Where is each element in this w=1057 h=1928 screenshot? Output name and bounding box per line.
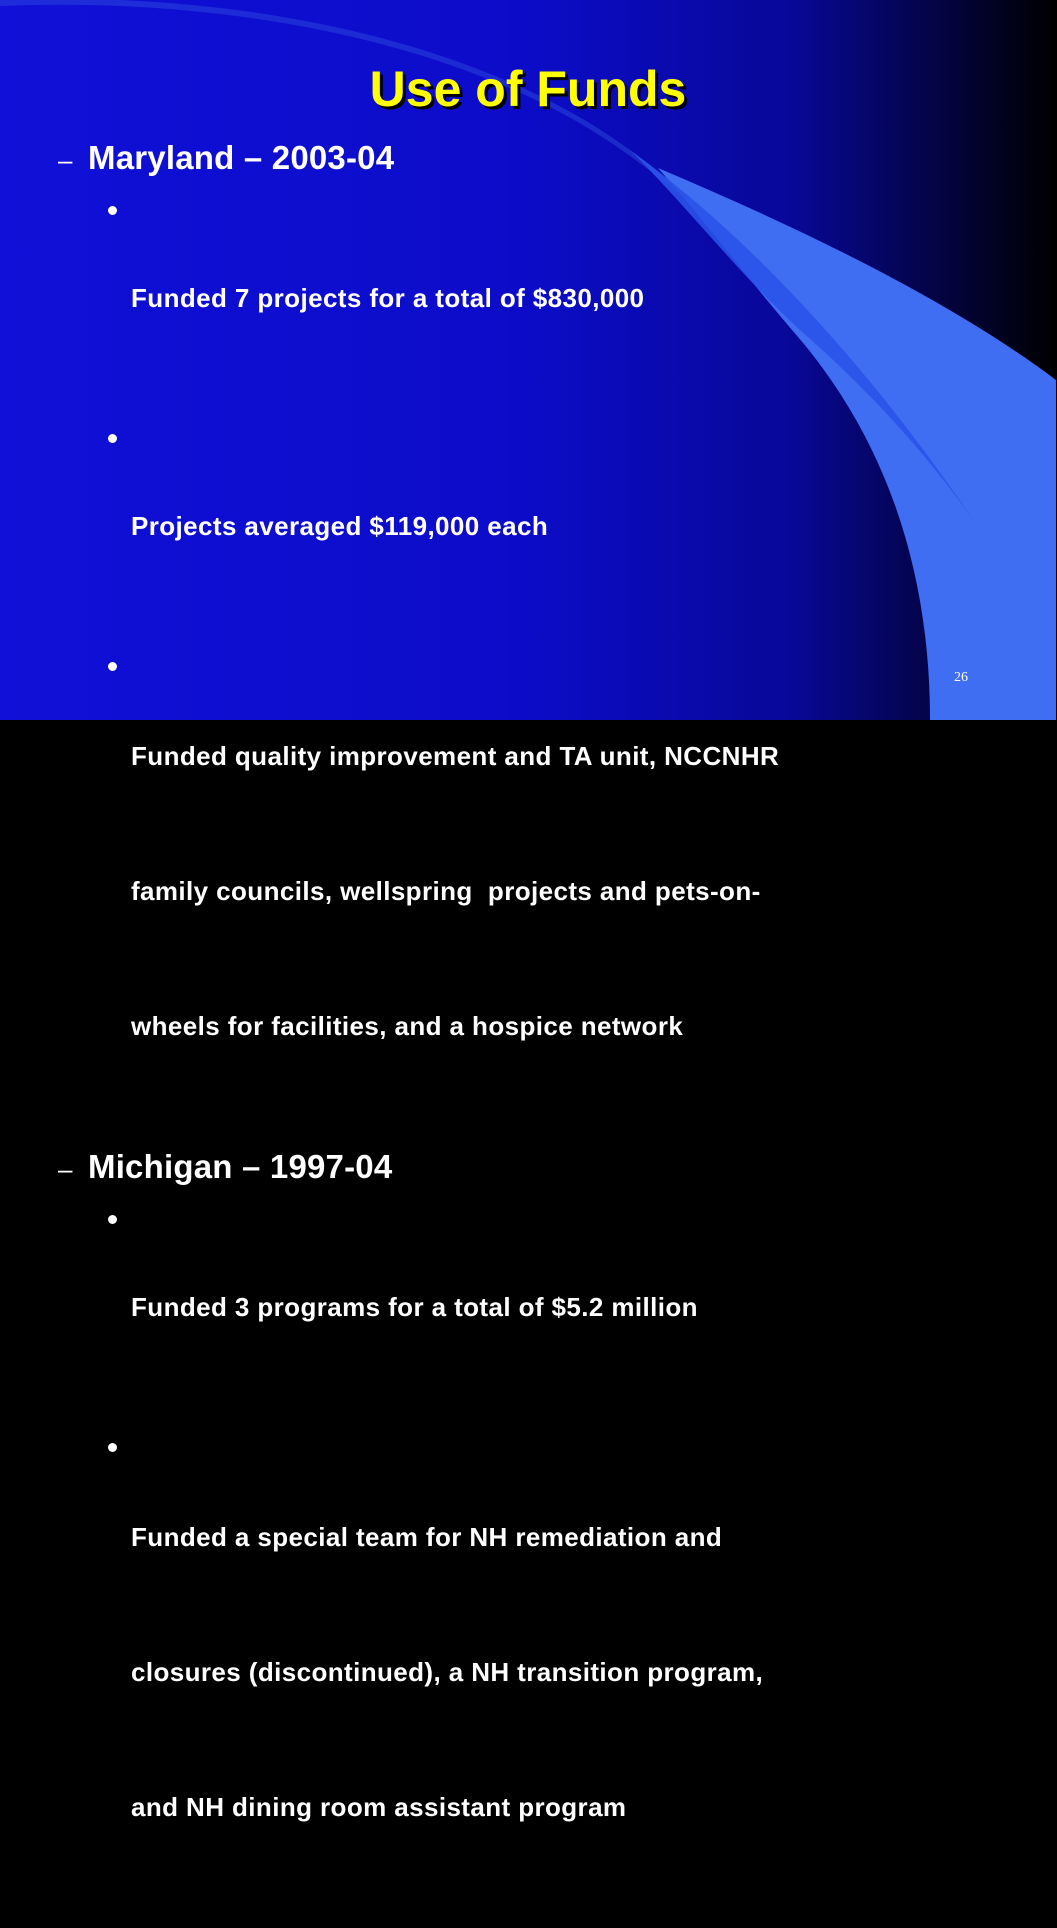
bullet-line: wheels for facilities, and a hospice network	[131, 1011, 684, 1041]
bullet-dot-icon	[108, 206, 117, 215]
list-item	[58, 1425, 1048, 1920]
section-maryland	[58, 138, 1048, 1139]
section-heading	[58, 1147, 1048, 1191]
bullet-text	[131, 644, 1048, 1139]
slide-content	[58, 138, 1048, 1928]
bullet-text	[131, 1197, 1048, 1417]
bullet-line: Funded a special team for NH remediation and	[131, 1522, 723, 1552]
section-heading-text: Michigan – 1997-04	[88, 1148, 393, 1185]
bullet-line: Projects averaged $119,000 each	[131, 511, 549, 541]
bullet-list	[58, 188, 1048, 1139]
dash-bullet-icon: –	[58, 1154, 73, 1184]
list-item	[58, 1197, 1048, 1417]
slide-title: Use of Funds	[369, 61, 687, 117]
bullet-dot-icon	[108, 1443, 117, 1452]
bullet-list	[58, 1197, 1048, 1920]
list-item	[58, 644, 1048, 1139]
bullet-line: closures (discontinued), a NH transition program,	[131, 1657, 764, 1687]
bullet-text	[131, 1425, 1048, 1920]
bullet-dot-icon	[108, 662, 117, 671]
section-heading-text: Maryland – 2003-04	[88, 139, 395, 176]
section-michigan	[58, 1147, 1048, 1920]
bullet-dot-icon	[108, 1215, 117, 1224]
section-heading	[58, 138, 1048, 182]
bullet-line: and NH dining room assistant program	[131, 1792, 627, 1822]
bullet-text	[131, 416, 1048, 636]
bullet-line: family councils, wellspring projects and pets-on-	[131, 876, 761, 906]
bullet-text	[131, 188, 1048, 408]
slide-number: 26	[954, 670, 968, 685]
bullet-line: Funded 3 programs for a total of $5.2 million	[131, 1292, 698, 1322]
bullet-line: Funded quality improvement and TA unit, NCCNHR	[131, 741, 780, 771]
dash-bullet-icon: –	[58, 145, 73, 175]
list-item	[58, 188, 1048, 408]
bullet-line: Funded 7 projects for a total of $830,000	[131, 283, 645, 313]
bullet-dot-icon	[108, 434, 117, 443]
list-item	[58, 416, 1048, 636]
